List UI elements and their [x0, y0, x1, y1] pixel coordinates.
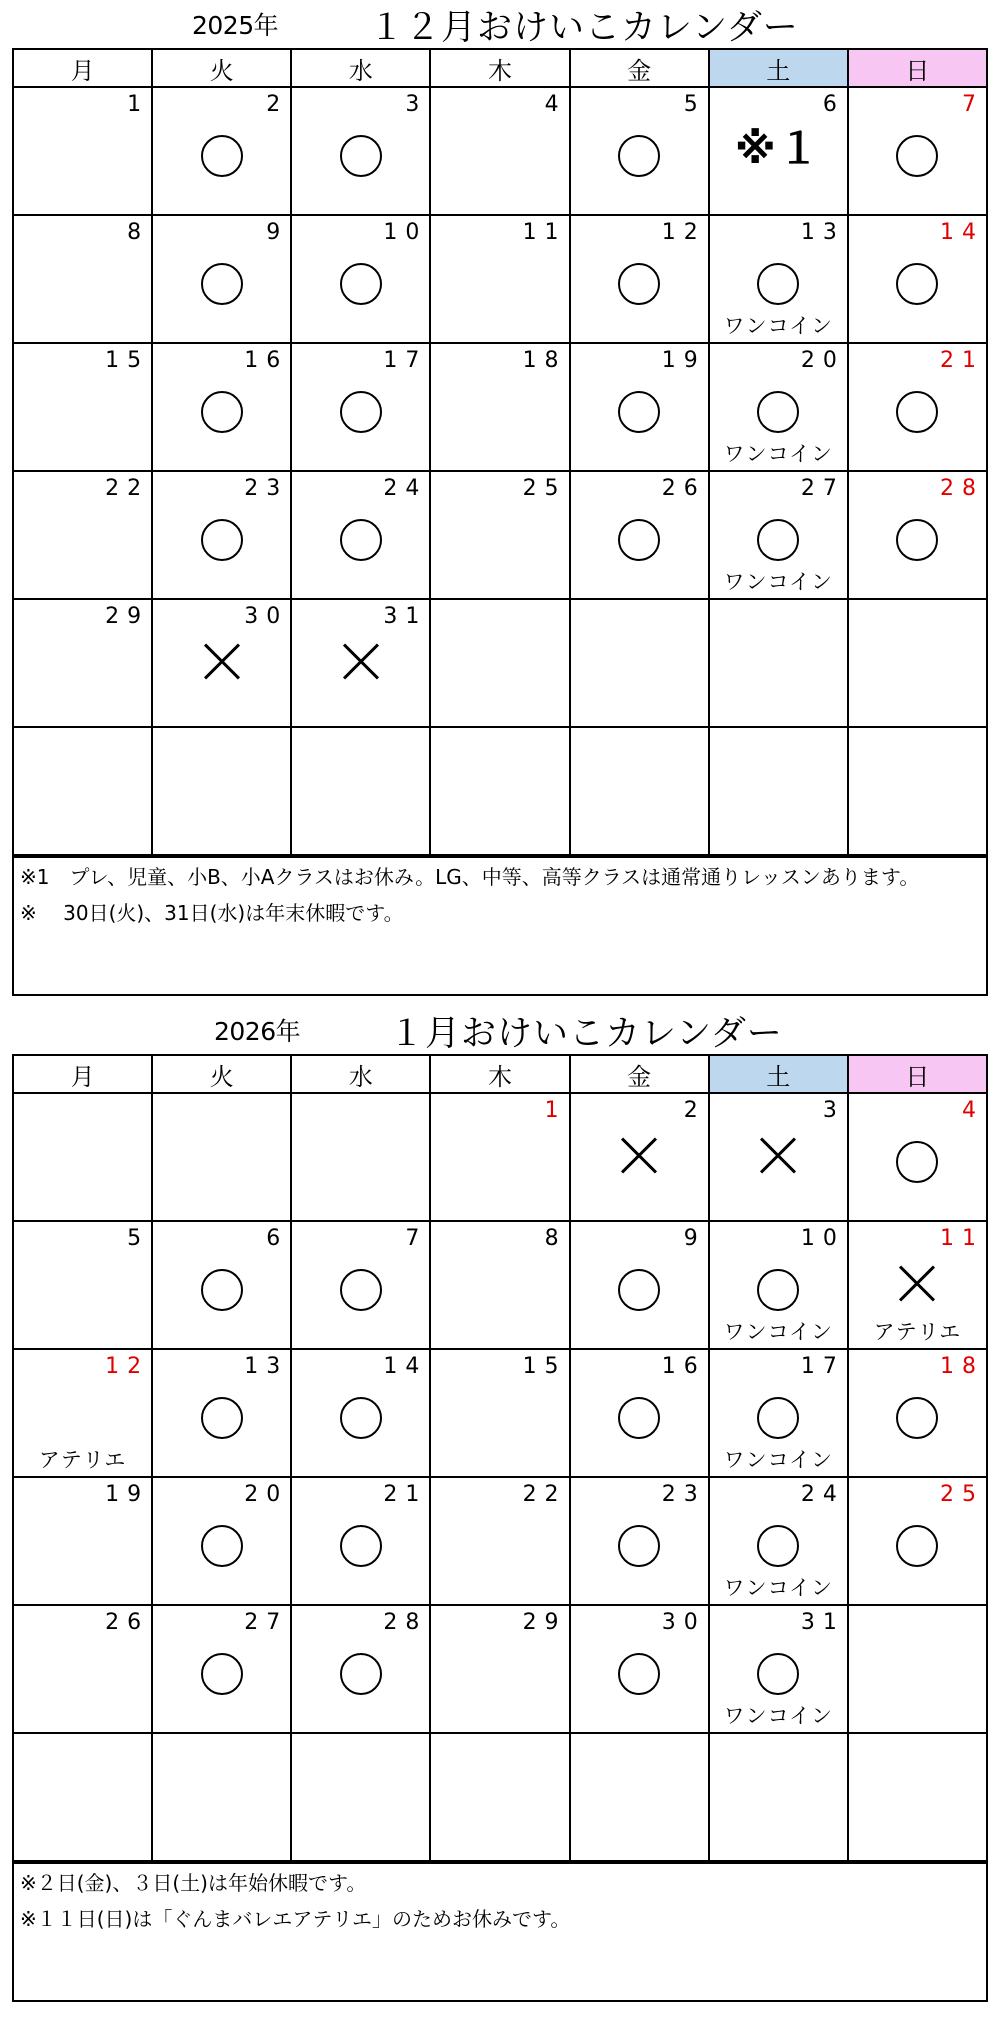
day-number: 5: [683, 92, 706, 117]
day-cell: [14, 1222, 151, 1348]
day-cell: [151, 1094, 290, 1220]
day-cell: [569, 1094, 708, 1220]
weekday-header: 火: [151, 50, 290, 86]
day-number: 28: [383, 1610, 428, 1635]
day-cell: [151, 1478, 290, 1604]
week-row: [14, 1478, 986, 1606]
lesson-circle-mark: [571, 1514, 708, 1567]
day-cell: [847, 1478, 986, 1604]
day-sub-label: アテリエ: [873, 1320, 962, 1344]
calendar-title: [12, 0, 988, 48]
day-number: 28: [939, 476, 984, 501]
day-cell: [14, 472, 151, 598]
calendar-year: 2026年: [214, 1017, 301, 1046]
lesson-circle-mark: [849, 380, 986, 433]
day-cell: [429, 728, 568, 854]
day-number: 19: [661, 348, 706, 373]
day-cell: [569, 88, 708, 214]
day-cell: [290, 1606, 429, 1732]
day-cell: [14, 1094, 151, 1220]
day-number: 10: [383, 220, 428, 245]
day-cell: [151, 1734, 290, 1860]
day-number: 30: [661, 1610, 706, 1635]
day-cell: [14, 1734, 151, 1860]
day-cell: [429, 1606, 568, 1732]
note-reference-mark: ※１: [734, 124, 822, 173]
day-number: 22: [105, 476, 150, 501]
day-cell: [847, 216, 986, 342]
day-cell: [847, 1222, 986, 1348]
day-number: 13: [244, 1354, 289, 1379]
circle-icon: [757, 1397, 799, 1439]
lesson-circle-mark: [292, 1386, 429, 1439]
lesson-circle-mark: [292, 508, 429, 561]
closed-cross-mark: [710, 1130, 847, 1185]
closed-cross-mark: [292, 636, 429, 691]
weekday-header: 月: [70, 1062, 95, 1091]
day-cell: [151, 728, 290, 854]
day-number: 27: [800, 476, 845, 501]
day-number: 21: [383, 1482, 428, 1507]
circle-icon: [201, 1269, 243, 1311]
day-cell: [847, 728, 986, 854]
day-cell: [290, 1222, 429, 1348]
circle-icon: [618, 1397, 660, 1439]
calendar-year: 2025年: [192, 11, 279, 40]
weekday-header: 木: [429, 50, 568, 86]
day-number: 24: [800, 1482, 845, 1507]
circle-icon: [340, 391, 382, 433]
day-cell: [290, 728, 429, 854]
day-number: 9: [683, 1226, 706, 1251]
day-number: 15: [522, 1354, 567, 1379]
circle-icon: [201, 1525, 243, 1567]
day-number: 8: [127, 220, 150, 245]
day-cell: [569, 1734, 708, 1860]
weekday-header: 金: [569, 50, 708, 86]
lesson-circle-mark: [710, 1514, 847, 1567]
weekday-header: 月: [70, 56, 95, 85]
lesson-circle-mark: [849, 508, 986, 561]
day-sub-label: ワンコイン: [723, 314, 833, 338]
weekday-header: 水: [290, 1056, 429, 1092]
day-number: 7: [961, 92, 984, 117]
day-cell: [708, 1734, 847, 1860]
cross-icon: [341, 642, 381, 682]
day-cell: [429, 88, 568, 214]
cross-icon: [758, 1136, 798, 1176]
day-number: 5: [127, 1226, 150, 1251]
circle-icon: [340, 1653, 382, 1695]
day-number: 22: [522, 1482, 567, 1507]
day-number: 2: [683, 1098, 706, 1123]
lesson-circle-mark: [710, 1258, 847, 1311]
day-number: 2: [266, 92, 289, 117]
day-number: 3: [405, 92, 428, 117]
day-number: 17: [800, 1354, 845, 1379]
cross-icon: [619, 1136, 659, 1176]
weekday-header: 日: [847, 50, 986, 86]
day-number: 6: [822, 92, 845, 117]
circle-icon: [618, 519, 660, 561]
day-cell: [14, 344, 151, 470]
lesson-circle-mark: [292, 1258, 429, 1311]
day-number: 14: [383, 1354, 428, 1379]
week-row: [14, 344, 986, 472]
lesson-circle-mark: [292, 1514, 429, 1567]
day-number: 19: [105, 1482, 150, 1507]
day-cell: [14, 1350, 151, 1476]
note-line: ※1 プレ、児童、小B、小Aクラスはお休み。LG、中等、高等クラスは通常通りレッスンあります。: [20, 865, 920, 889]
day-number: 1: [127, 92, 150, 117]
day-number: 8: [544, 1226, 567, 1251]
day-cell: [569, 1222, 708, 1348]
note-line: ※ 30日(火)、31日(水)は年末休暇です。: [20, 901, 404, 925]
day-cell: [151, 1350, 290, 1476]
day-cell: [569, 600, 708, 726]
lesson-circle-mark: [153, 380, 290, 433]
circle-icon: [618, 1653, 660, 1695]
circle-icon: [896, 263, 938, 305]
day-number: 4: [961, 1098, 984, 1123]
day-cell: [429, 216, 568, 342]
day-cell: [14, 88, 151, 214]
lesson-circle-mark: [849, 1130, 986, 1183]
lesson-circle-mark: [153, 1514, 290, 1567]
weekday-header: 金: [569, 1056, 708, 1092]
day-cell: [569, 216, 708, 342]
day-cell: [429, 1094, 568, 1220]
day-number: 18: [939, 1354, 984, 1379]
day-number: 29: [522, 1610, 567, 1635]
day-cell: [708, 344, 847, 470]
day-number: 26: [661, 476, 706, 501]
closed-cross-mark: [571, 1130, 708, 1185]
lesson-circle-mark: [571, 1642, 708, 1695]
circle-icon: [896, 135, 938, 177]
day-cell: [14, 600, 151, 726]
circle-icon: [757, 1269, 799, 1311]
day-number: 24: [383, 476, 428, 501]
day-number: 9: [266, 220, 289, 245]
january-calendar: [12, 1006, 988, 2002]
lesson-circle-mark: [710, 380, 847, 433]
weekday-header: 土: [708, 1056, 847, 1092]
day-cell: [290, 1478, 429, 1604]
circle-icon: [340, 1269, 382, 1311]
closed-cross-mark: [153, 636, 290, 691]
circle-icon: [757, 263, 799, 305]
day-number: 20: [800, 348, 845, 373]
day-number: 7: [405, 1226, 428, 1251]
day-cell: [151, 600, 290, 726]
day-number: 12: [661, 220, 706, 245]
day-number: 17: [383, 348, 428, 373]
calendar-month-title: １２月おけいこカレンダー: [369, 8, 799, 48]
day-cell: [14, 1606, 151, 1732]
circle-icon: [618, 391, 660, 433]
day-number: 31: [800, 1610, 845, 1635]
day-number: 6: [266, 1226, 289, 1251]
circle-icon: [896, 391, 938, 433]
circle-icon: [340, 135, 382, 177]
day-sub-label: ワンコイン: [723, 570, 833, 594]
day-number: 13: [800, 220, 845, 245]
day-cell: [429, 1478, 568, 1604]
lesson-circle-mark: [153, 1642, 290, 1695]
day-number: 27: [244, 1610, 289, 1635]
weekday-header: 土: [708, 50, 847, 86]
weekday-header-row: [14, 50, 986, 88]
day-cell: [847, 344, 986, 470]
calendar-grid: [12, 1054, 988, 1862]
lesson-circle-mark: [153, 1386, 290, 1439]
lesson-circle-mark: [710, 508, 847, 561]
day-sub-label: ワンコイン: [723, 1320, 833, 1344]
day-cell: [290, 344, 429, 470]
circle-icon: [340, 519, 382, 561]
day-cell: [151, 88, 290, 214]
day-cell: [14, 216, 151, 342]
closed-cross-mark: [849, 1258, 986, 1313]
lesson-circle-mark: [153, 124, 290, 177]
circle-icon: [757, 1525, 799, 1567]
week-row: [14, 1350, 986, 1478]
lesson-circle-mark: [153, 252, 290, 305]
lesson-circle-mark: [571, 1386, 708, 1439]
lesson-circle-mark: [849, 1514, 986, 1567]
day-sub-label: ワンコイン: [723, 1576, 833, 1600]
week-row: [14, 1734, 986, 1862]
day-cell: [290, 472, 429, 598]
day-cell: [847, 1350, 986, 1476]
day-cell: [569, 1350, 708, 1476]
day-number: 16: [244, 348, 289, 373]
day-cell: [708, 1350, 847, 1476]
day-cell: [429, 1350, 568, 1476]
weekday-header-row: [14, 1056, 986, 1094]
day-cell: [290, 600, 429, 726]
day-number: 25: [522, 476, 567, 501]
day-cell: [290, 216, 429, 342]
circle-icon: [618, 1269, 660, 1311]
day-number: 1: [544, 1098, 567, 1123]
day-sub-label: ワンコイン: [723, 1448, 833, 1472]
day-cell: [847, 1734, 986, 1860]
circle-icon: [618, 263, 660, 305]
calendar-month-title: １月おけいこカレンダー: [389, 1014, 783, 1054]
note-line: ※１１日(日)は「ぐんまバレエアテリエ」のためお休みです。: [20, 1907, 571, 1931]
day-sub-label: アテリエ: [38, 1448, 127, 1472]
circle-icon: [896, 519, 938, 561]
day-cell: [847, 1094, 986, 1220]
day-cell: [429, 600, 568, 726]
day-cell: [429, 1222, 568, 1348]
circle-icon: [201, 1653, 243, 1695]
day-cell: [290, 1350, 429, 1476]
day-number: 3: [822, 1098, 845, 1123]
note-line: ※２日(金)、３日(土)は年始休暇です。: [20, 1871, 367, 1895]
day-cell: [708, 88, 847, 214]
day-sub-label: ワンコイン: [723, 442, 833, 466]
week-row: [14, 1094, 986, 1222]
week-row: [14, 216, 986, 344]
day-cell: [290, 1734, 429, 1860]
day-cell: [847, 600, 986, 726]
day-number: 11: [522, 220, 567, 245]
day-number: 15: [105, 348, 150, 373]
day-cell: [569, 1606, 708, 1732]
circle-icon: [896, 1141, 938, 1183]
calendar-notes: [12, 1862, 988, 2002]
lesson-circle-mark: [292, 380, 429, 433]
circle-icon: [757, 1653, 799, 1695]
day-cell: [429, 1734, 568, 1860]
lesson-circle-mark: [153, 1258, 290, 1311]
day-number: 12: [105, 1354, 150, 1379]
december-calendar: [12, 0, 988, 996]
circle-icon: [618, 135, 660, 177]
circle-icon: [618, 1525, 660, 1567]
circle-icon: [896, 1525, 938, 1567]
week-row: [14, 728, 986, 856]
circle-icon: [201, 135, 243, 177]
lesson-circle-mark: [710, 1386, 847, 1439]
lesson-circle-mark: [849, 1386, 986, 1439]
day-cell: [708, 600, 847, 726]
day-cell: [290, 88, 429, 214]
cross-icon: [897, 1264, 937, 1304]
lesson-circle-mark: [571, 508, 708, 561]
lesson-circle-mark: [849, 252, 986, 305]
day-cell: [708, 1478, 847, 1604]
cross-icon: [202, 642, 242, 682]
week-row: [14, 88, 986, 216]
day-cell: [14, 1478, 151, 1604]
day-cell: [151, 472, 290, 598]
weekday-header: 水: [290, 50, 429, 86]
weekday-header: 火: [151, 1056, 290, 1092]
day-cell: [151, 216, 290, 342]
lesson-circle-mark: [292, 1642, 429, 1695]
day-cell: [151, 1606, 290, 1732]
circle-icon: [201, 263, 243, 305]
lesson-circle-mark: [571, 1258, 708, 1311]
day-cell: [14, 728, 151, 854]
day-cell: [151, 344, 290, 470]
day-cell: [708, 1222, 847, 1348]
lesson-circle-mark: [292, 252, 429, 305]
day-cell: [151, 1222, 290, 1348]
day-cell: [569, 472, 708, 598]
week-row: [14, 472, 986, 600]
weekday-header: 日: [847, 1056, 986, 1092]
circle-icon: [757, 391, 799, 433]
circle-icon: [340, 263, 382, 305]
day-number: 23: [244, 476, 289, 501]
day-cell: [290, 1094, 429, 1220]
lesson-circle-mark: [571, 124, 708, 177]
circle-icon: [201, 1397, 243, 1439]
day-number: 30: [244, 604, 289, 629]
day-cell: [429, 472, 568, 598]
day-cell: [708, 1606, 847, 1732]
circle-icon: [340, 1397, 382, 1439]
day-number: 23: [661, 1482, 706, 1507]
day-number: 14: [939, 220, 984, 245]
day-number: 29: [105, 604, 150, 629]
day-cell: [847, 88, 986, 214]
weekday-header: 木: [429, 1056, 568, 1092]
lesson-circle-mark: [153, 508, 290, 561]
calendar-notes: [12, 856, 988, 996]
lesson-circle-mark: [571, 380, 708, 433]
circle-icon: [201, 519, 243, 561]
day-cell: [708, 728, 847, 854]
day-number: 25: [939, 1482, 984, 1507]
calendar-grid: [12, 48, 988, 856]
circle-icon: [896, 1397, 938, 1439]
day-cell: [847, 472, 986, 598]
week-row: [14, 1606, 986, 1734]
lesson-circle-mark: [571, 252, 708, 305]
day-cell: [708, 1094, 847, 1220]
day-number: 20: [244, 1482, 289, 1507]
circle-icon: [340, 1525, 382, 1567]
day-cell: [569, 728, 708, 854]
circle-icon: [201, 391, 243, 433]
day-number: 31: [383, 604, 428, 629]
day-cell: [569, 344, 708, 470]
day-cell: [847, 1606, 986, 1732]
day-cell: [429, 344, 568, 470]
day-number: 4: [544, 92, 567, 117]
day-number: 21: [939, 348, 984, 373]
day-sub-label: ワンコイン: [723, 1704, 833, 1728]
circle-icon: [757, 519, 799, 561]
day-number: 16: [661, 1354, 706, 1379]
day-cell: [569, 1478, 708, 1604]
lesson-circle-mark: [292, 124, 429, 177]
day-number: 11: [939, 1226, 984, 1251]
day-number: 10: [800, 1226, 845, 1251]
day-cell: [708, 472, 847, 598]
lesson-circle-mark: [710, 1642, 847, 1695]
day-number: 18: [522, 348, 567, 373]
week-row: [14, 1222, 986, 1350]
day-cell: [708, 216, 847, 342]
lesson-circle-mark: [849, 124, 986, 177]
day-number: 26: [105, 1610, 150, 1635]
lesson-circle-mark: [710, 252, 847, 305]
week-row: [14, 600, 986, 728]
calendar-title: [12, 1006, 988, 1054]
